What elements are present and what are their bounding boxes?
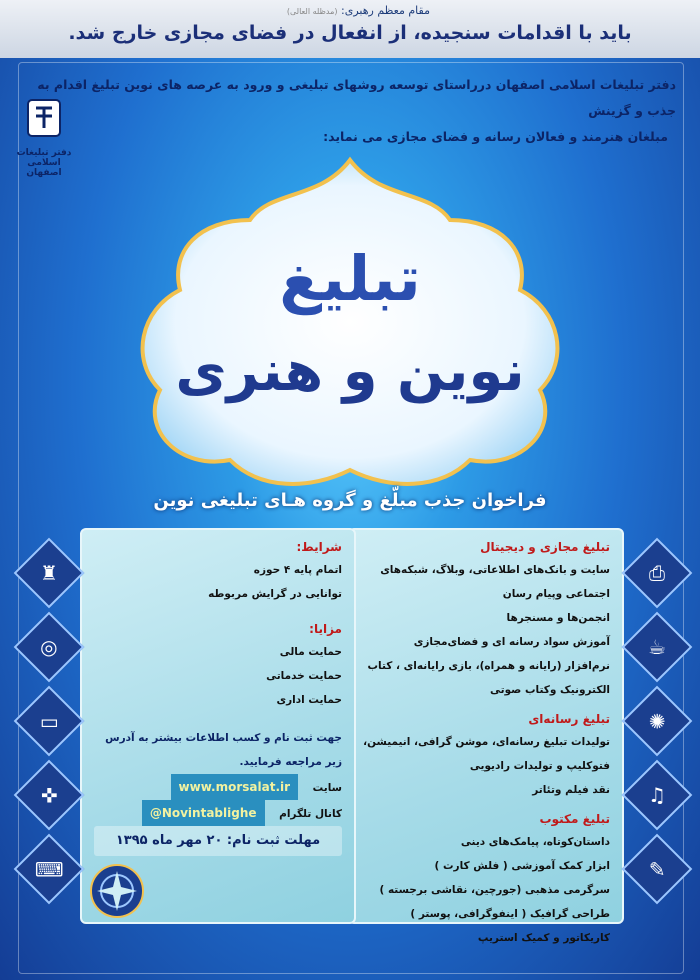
- right-icon-column: [628, 548, 682, 918]
- cup-icon: ☕: [622, 612, 693, 683]
- title-line2: نوین و هنری: [175, 339, 525, 404]
- list-item: آموزش سواد رسانه ای و فضای‌مجازی: [413, 636, 610, 648]
- leader-quote: باید با اقدامات سنجیده، از انفعال در فضای مجازی خارج شد.: [68, 22, 632, 44]
- camera-icon: ⎙: [622, 538, 693, 609]
- logo-emblem-icon: [22, 96, 66, 140]
- list-item: حمایت مالی: [279, 646, 342, 658]
- monitor-icon: ▭: [14, 686, 85, 757]
- mosque-icon: ♜: [14, 538, 85, 609]
- info-panel: [80, 528, 356, 924]
- laptop-icon: ⌨: [14, 834, 85, 905]
- paint-icon: ✎: [622, 834, 693, 905]
- organization-logo: [16, 96, 72, 178]
- header-bar: [0, 0, 700, 58]
- site-link[interactable]: www.morsalat.ir: [171, 774, 299, 800]
- title-line1: تبلیغ: [279, 242, 421, 315]
- list-item: نقد فیلم وتئاتر: [532, 784, 610, 796]
- benefits-title: مزایا:: [309, 622, 342, 636]
- title-arch: [100, 140, 600, 500]
- arch-shape: [143, 160, 558, 484]
- list-item: ابزار کمک آموزشی ( فلش کارت ): [434, 860, 610, 872]
- call-headline: فراخوان جذب مبلّغ و گروه هـای تبلیغی نوین: [153, 490, 547, 511]
- gamepad-icon: ✜: [14, 760, 85, 831]
- section-title-digital: تبلیغ مجازی و دیجیتال: [480, 540, 610, 554]
- globe-icon: ◎: [14, 612, 85, 683]
- register-text: جهت ثبت نام و کسب اطلاعات بیشتر به آدرس زیر مراجعه فرمایید.: [105, 732, 342, 768]
- quote-attribution: مقام معظم رهبری: (مدظله العالی): [286, 4, 430, 17]
- left-icon-column: [20, 548, 74, 918]
- telegram-row: [88, 800, 342, 826]
- list-item: طراحی گرافیک ( اینفوگرافی، پوستر ): [410, 908, 610, 920]
- list-item: اتمام پایه ۴ حوزه: [253, 564, 342, 576]
- telegram-label: کانال تلگرام: [279, 808, 342, 820]
- ornament-medallion-icon: [88, 862, 146, 920]
- list-item: نرم‌افزار (رایانه و همراه)، بازی رایانه‌ای ، کتاب الکترونیک وکتاب صوتی: [367, 660, 610, 696]
- list-item: کاریکاتور و کمیک استریپ: [477, 932, 610, 944]
- list-item: تولیدات تبلیغ رسانه‌ای، موشن گرافی، انیمیشن، فتوکلیپ و تولیدات رادیویی: [363, 736, 610, 772]
- telegram-link[interactable]: @Novintablighe: [142, 800, 265, 826]
- section-title-written: تبلیغ مکتوب: [539, 812, 610, 826]
- list-item: حمایت اداری: [276, 694, 342, 706]
- list-item: انجمن‌ها و مسنجرها: [506, 612, 610, 624]
- section-title-media: تبلیغ رسانه‌ای: [528, 712, 610, 726]
- list-item: داستان‌کوتاه، پیامک‌های دینی: [460, 836, 610, 848]
- film-reel-icon: ✺: [622, 686, 693, 757]
- list-item: سرگرمی مذهبی (جورچین، نقاشی برجسته ): [379, 884, 610, 896]
- list-item: توانایی در گرایش مربوطه: [208, 588, 342, 600]
- site-label: سایت: [312, 782, 342, 794]
- intro-text: دفتر تبلیغات اسلامی اصفهان درراستای توسعه روشهای تبلیغی و ورود به عرصه های نوین تبلیغ اقدام به جذب و گزینش مبلغان هنرمند و فعالان رسانه و فضای مجازی می نماید:: [37, 77, 676, 144]
- categories-panel: [348, 528, 624, 944]
- site-row: [88, 774, 342, 800]
- mic-icon: ♫: [622, 760, 693, 831]
- deadline-banner: مهلت ثبت نام: ۲۰ مهر ماه ۱۳۹۵: [94, 826, 342, 856]
- attribution-note: (مدظله العالی): [286, 7, 338, 16]
- conditions-title: شرایط:: [296, 540, 342, 554]
- list-item: سایت و بانک‌های اطلاعاتی، وبلاگ، شبکه‌های اجتماعی وپیام رسان: [380, 564, 610, 600]
- list-item: حمایت خدماتی: [266, 670, 342, 682]
- logo-caption: دفتر تبلیغات اسلامی اصفهان: [16, 148, 72, 178]
